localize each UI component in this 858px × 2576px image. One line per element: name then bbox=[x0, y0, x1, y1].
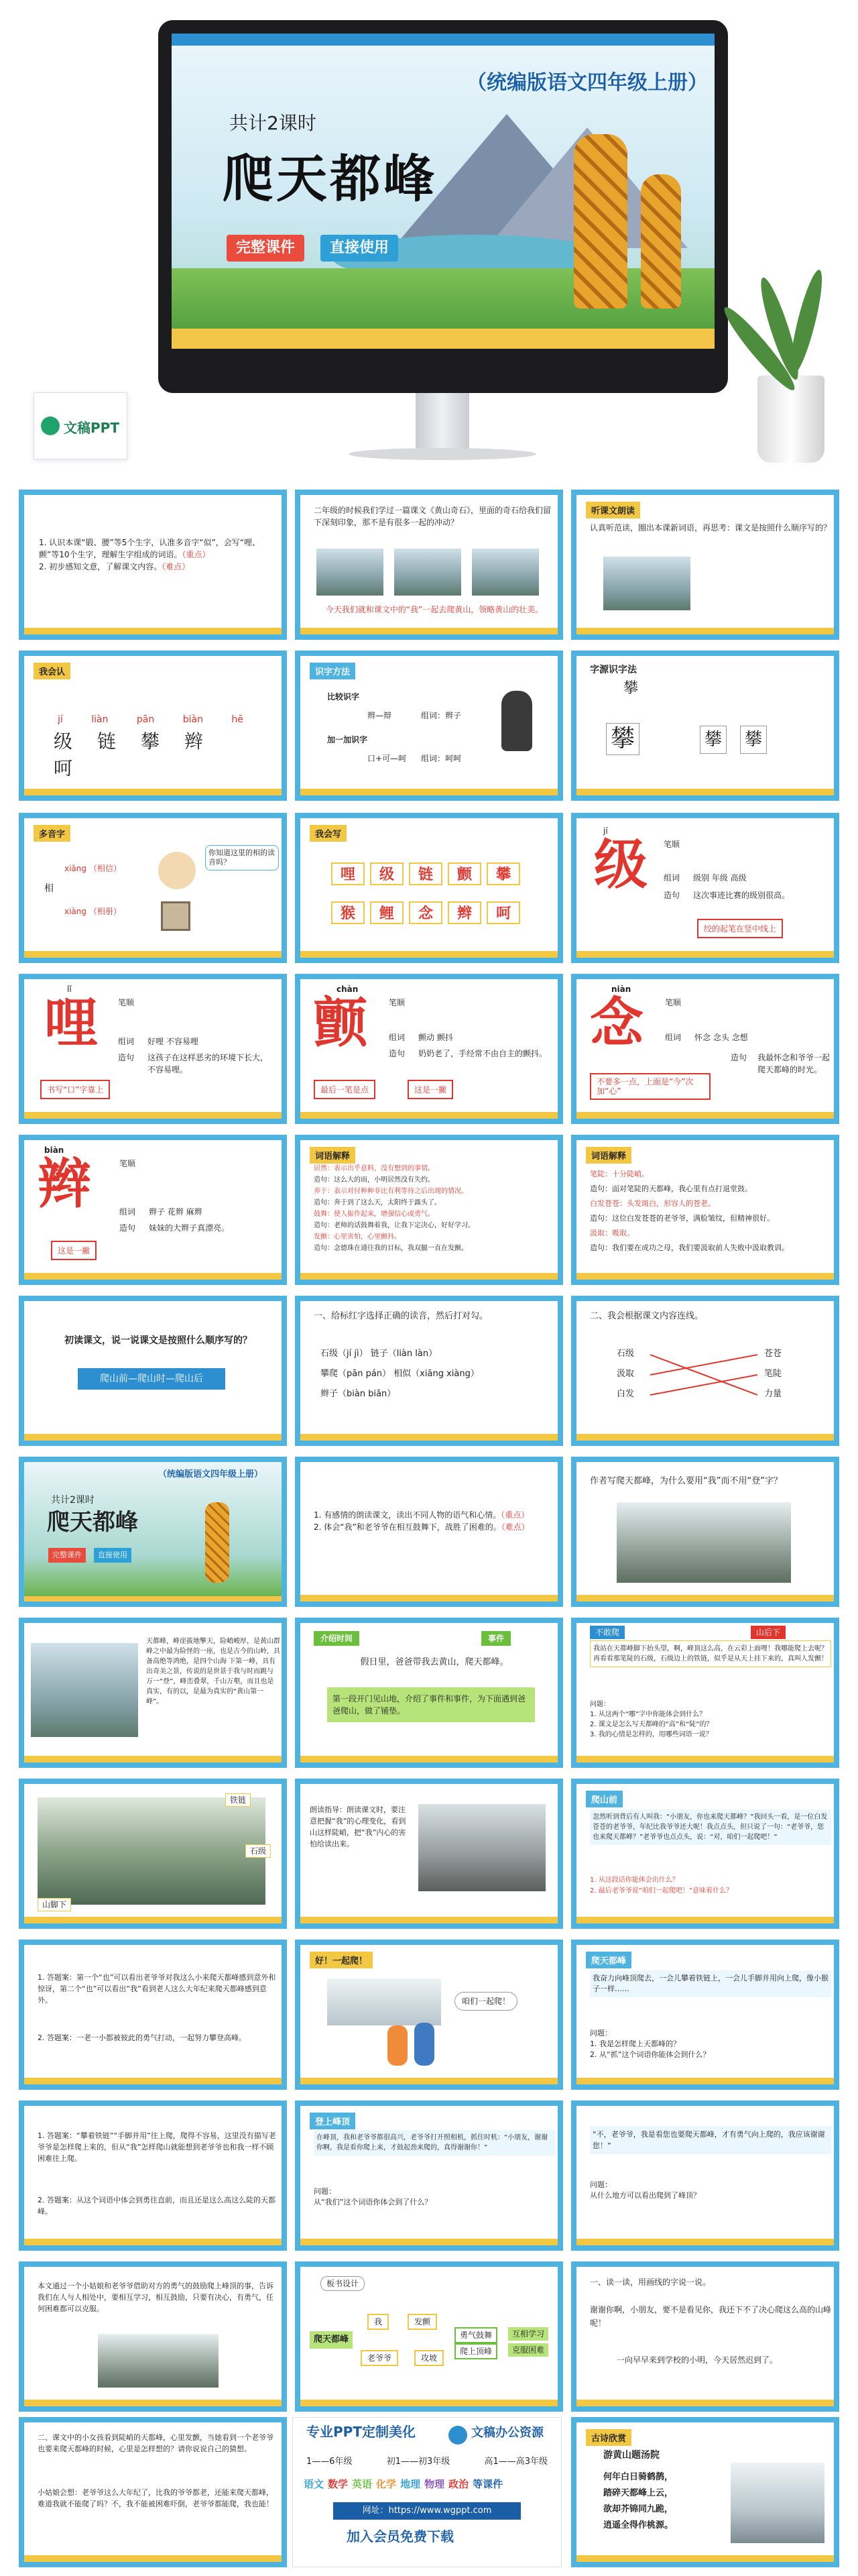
slide-listen bbox=[571, 490, 839, 640]
hero-section bbox=[0, 0, 858, 483]
listen-text: 认真听范读，圈出本课新词语，再思考：课文是按照什么顺序写的？ bbox=[590, 523, 832, 533]
answer: 1. 答题案：“攀着铁链”“手脚并用”往上爬，爬得不容易，这里没有描写老爷爷是怎样爬上来的，但从“我”怎样爬山就能想到老爷爷也和我一样不顾困难往上爬。 bbox=[38, 2131, 276, 2163]
vocab-item: 造句：这位白发苍苍的老爷爷，满脸皱纹，但精神很好。 bbox=[590, 1214, 774, 1223]
board-node: 爬上顶峰 bbox=[454, 2343, 497, 2359]
answer-badge: 爬山前—爬山时—爬山后 bbox=[78, 1368, 225, 1390]
match-left: 白发 bbox=[617, 1389, 635, 1399]
question: 2. 最后老爷爷说“咱们一起爬吧！”意味着什么？ bbox=[590, 1887, 733, 1895]
stroke-label: 笔顺 bbox=[665, 998, 682, 1007]
event-tag: 事件 bbox=[481, 1631, 511, 1646]
slide-before-climb bbox=[571, 1779, 839, 1929]
theme-text: 本文通过一个小姑娘和老爷爷借助对方的勇气的鼓励爬上峰顶的事，告诉我们在人与人相处中，要相互学习，相互鼓励，只要有决心，有勇气，任何困难都可以克服。 bbox=[38, 2282, 273, 2313]
slide-cover-2 bbox=[19, 1457, 287, 1607]
question: 2. 课文是怎么写天都峰的“高”和“陡”的？ bbox=[590, 1721, 713, 1728]
foot-tag: 山后下 bbox=[751, 1626, 786, 1639]
subject[interactable]: 化学 bbox=[376, 2478, 397, 2490]
slide-first-read bbox=[19, 1296, 287, 1446]
vocab-item: 造句：这么大的雨，小明居然没有失约。 bbox=[314, 1176, 434, 1184]
student-illustration bbox=[501, 691, 532, 751]
write-row-1 bbox=[331, 862, 539, 885]
slide-char-li bbox=[19, 974, 287, 1124]
pinyin: jí bbox=[58, 714, 63, 725]
word-label: 组词 bbox=[664, 873, 680, 883]
question-label: 问题： bbox=[590, 1701, 610, 1708]
answer: 2. 答题案：一老一小都被彼此的勇气打动，一起努力攀登高峰。 bbox=[38, 2033, 246, 2042]
stroke-label: 笔顺 bbox=[664, 840, 680, 849]
section-tag: 我会认 bbox=[34, 663, 70, 679]
slide-summit bbox=[295, 2101, 563, 2251]
grade-row bbox=[306, 2454, 548, 2467]
word-list: 级别 年级 高级 bbox=[693, 873, 747, 883]
writing-tip: 书写“口”字靠上 bbox=[40, 1080, 110, 1099]
ad-title: 专业PPT定制美化 bbox=[306, 2424, 416, 2440]
reading-guide: 朗读指导：朗读课文时，要注意把握“我”的心理变化，看到山这样陡峭，把“我”内心的害怕给读出来。 bbox=[310, 1805, 406, 1848]
brand-logo-icon bbox=[41, 416, 60, 435]
write-char: 念 bbox=[409, 901, 442, 924]
pinyin: hē bbox=[231, 714, 243, 725]
question: 作者写爬天都峰，为什么要用“我”而不用“登”字？ bbox=[590, 1476, 782, 1486]
origin-glyph: 攀 bbox=[740, 726, 767, 754]
pinyin: biàn bbox=[182, 714, 203, 725]
direct-use-badge: 直接使用 bbox=[320, 235, 398, 262]
write-char: 鲤 bbox=[370, 901, 404, 924]
focus-char: 哩 bbox=[44, 992, 98, 1054]
stroke-label: 笔顺 bbox=[389, 998, 406, 1007]
write-char: 链 bbox=[409, 862, 442, 885]
char-pinyin: biàn bbox=[44, 1145, 64, 1155]
passage: 我奋力向峰顶爬去，一会儿攀着铁链上，一会儿手脚并用向上爬，像小猴子一样…… bbox=[590, 1970, 831, 1997]
speech-bubble: 你知道这里的相的读音吗？ bbox=[205, 845, 279, 871]
subject[interactable]: 英语 bbox=[352, 2478, 373, 2490]
boy-illustration bbox=[158, 852, 196, 889]
match-left: 汲取 bbox=[617, 1369, 635, 1379]
writing-tip: 这是一撇 bbox=[408, 1080, 453, 1099]
char-pinyin: lǐ bbox=[67, 985, 72, 994]
word-label: 组词 bbox=[389, 1033, 406, 1042]
polyphone-base: 相 bbox=[44, 883, 54, 894]
vocab-char: 链 bbox=[97, 730, 116, 752]
vocab-char: 攀 bbox=[140, 730, 160, 752]
question: 从“我们”这个词语你体会到了什么？ bbox=[314, 2198, 432, 2206]
slide-reading-guide bbox=[295, 1779, 563, 1929]
summary: 第一段开门见山地，介绍了事件和事件，为下面遇到爸爸爬山，做了铺垫。 bbox=[327, 1687, 535, 1722]
char-pinyin: jí bbox=[603, 826, 608, 836]
monitor-frame bbox=[158, 20, 728, 393]
slide-vocab-2 bbox=[571, 1135, 839, 1285]
match-lines bbox=[650, 1345, 757, 1406]
grade-range: 初1——初3年级 bbox=[386, 2457, 450, 2467]
grandpa-illustration bbox=[414, 2023, 434, 2066]
subject[interactable]: 物理 bbox=[424, 2478, 445, 2490]
slide-write bbox=[295, 813, 563, 963]
method-word: 组词：呵呵 bbox=[421, 754, 462, 763]
full-courseware-badge: 完整课件 bbox=[48, 1548, 86, 1563]
key-tag: （重点） bbox=[501, 1510, 530, 1520]
poem-line: 逍遥全得作桃源。 bbox=[603, 2520, 674, 2530]
board-node: 勇气鼓舞 bbox=[454, 2327, 497, 2343]
section-tag: 识字方法 bbox=[310, 663, 355, 679]
mountain-photo bbox=[472, 549, 539, 596]
question-label: 问题： bbox=[590, 2180, 612, 2189]
mountain-photo bbox=[617, 1502, 791, 1583]
vocab-item: 笔陡：十分陡峭。 bbox=[590, 1170, 649, 1178]
word-list: 辫子 花辫 麻辫 bbox=[149, 1207, 202, 1217]
section-tag: 词语解释 bbox=[586, 1147, 631, 1164]
slide-char-bian bbox=[19, 1135, 287, 1285]
section-tag: 爬山前 bbox=[586, 1791, 623, 1807]
exercise-title: 二、我会根据课文内容连线。 bbox=[590, 1311, 704, 1321]
section-tag: 词语解释 bbox=[310, 1147, 355, 1164]
ink-mountain-illustration bbox=[327, 1978, 441, 2025]
slide-answers-1 bbox=[19, 1940, 287, 2090]
section-tag: 登上峰顶 bbox=[310, 2113, 355, 2129]
pinyin: pān bbox=[136, 714, 155, 725]
sentence: 这孩子在这样恶劣的环境下长大，不容易哩。 bbox=[147, 1053, 269, 1074]
write-char: 哩 bbox=[331, 862, 365, 885]
subject[interactable]: 语文 bbox=[304, 2478, 324, 2490]
origin-glyph: 攀 bbox=[700, 726, 727, 754]
exercise-title: 二、课文中的小女孩看到陡峭的天都峰，心里发颤，当她看到一个老爷爷也要来爬天都峰的时候，心里是怎样想的？请你说说自己的猜想。 bbox=[38, 2433, 273, 2453]
sentence: 奶奶老了，手经常不由自主的颤抖。 bbox=[418, 1049, 548, 1058]
answer: 2. 答题案：从这个词语中体会到勇往直前，而且还是这么高这么陡的天都峰。 bbox=[38, 2196, 275, 2216]
vocab-item: 居然：表示出乎意料，没有想到的事情。 bbox=[314, 1165, 434, 1172]
giraffe-illustration bbox=[641, 174, 681, 309]
mountain-photo bbox=[394, 549, 461, 596]
plant-leaf bbox=[785, 268, 828, 376]
slide-exercise-1 bbox=[295, 1296, 563, 1446]
page-title: 爬天都峰 bbox=[223, 149, 437, 209]
focus-char: 颤 bbox=[314, 992, 367, 1054]
writing-tip: 这是一撇 bbox=[51, 1241, 97, 1260]
photo-frame-icon bbox=[161, 901, 190, 931]
label-chain: 铁链 bbox=[225, 1793, 251, 1807]
poem-title: 游黄山题汤院 bbox=[603, 2450, 660, 2461]
download-cta[interactable]: 加入会员免费下载 bbox=[347, 2528, 454, 2544]
vocab-char: 呵 bbox=[54, 757, 73, 779]
difficulty-tag: （难点） bbox=[501, 1522, 530, 1532]
slide-grateful bbox=[571, 2101, 839, 2251]
section-tag: 好！一起爬！ bbox=[310, 1952, 373, 1968]
question: 2. 从“抓”这个词语你能体会到什么？ bbox=[590, 2050, 711, 2059]
vocab-item: 汲取：吸取。 bbox=[590, 1229, 634, 1237]
char-pinyin: niàn bbox=[611, 985, 631, 994]
sentence: 我最怀念和爷爷一起爬天都峰的时光。 bbox=[757, 1053, 831, 1074]
pinyin: liàn bbox=[91, 714, 109, 725]
mountain-photo bbox=[38, 1797, 265, 1905]
passage: 我站在天都峰脚下抬头望，啊，峰顶这么高，在云彩上面哩！我哪能爬上去呢？再看看那笔陡的石级，石级边上的铁链，似乎是从天上挂下来的，真叫人发颤！ bbox=[590, 1640, 831, 1667]
char-pinyin: chàn bbox=[336, 985, 359, 994]
monitor-stand bbox=[416, 393, 469, 449]
exercise-line: 辫子（biàn biān） bbox=[320, 1389, 396, 1399]
slide-char-ji bbox=[571, 813, 839, 963]
slide-answers-2 bbox=[19, 2101, 287, 2251]
cover-title: 爬天都峰 bbox=[47, 1509, 138, 1536]
word-list: 颤动 颤抖 bbox=[418, 1033, 453, 1042]
writing-tip: 绞的起笔在竖中线上 bbox=[697, 919, 783, 938]
vocab-item: 鼓舞：使人振作起来，增强信心或勇气。 bbox=[314, 1211, 434, 1218]
method-word: 组词：辫子 bbox=[421, 711, 462, 720]
board-title: 板书设计 bbox=[320, 2276, 365, 2291]
slide-recognize bbox=[19, 651, 287, 801]
girl-illustration bbox=[387, 2025, 408, 2066]
question: 1. 我是怎样爬上天都峰的？ bbox=[590, 2039, 680, 2048]
direct-use-badge: 直接使用 bbox=[94, 1548, 131, 1563]
intro-text: 天都峰，峰崖拔地擎天，险峭峻厚，是黄山群峰之中最为险怪的一座，也是古今的山岭，具备高绝等鸿绝，是四个山海 下第一峰，具有出奇美之景，传说的是世景于我与时而跳与 万一“登”，峰峦叠翠，千山万壑，而且也是真实，有的以，是最为真实的“黄山第一峰”。 bbox=[146, 1638, 280, 1705]
slide-practice-2 bbox=[19, 2417, 287, 2567]
grade-range: 1——6年级 bbox=[306, 2457, 353, 2467]
board-node: 发颤 bbox=[408, 2314, 437, 2330]
word-label: 组词 bbox=[118, 1037, 135, 1046]
question-label: 问题： bbox=[590, 2029, 612, 2037]
label-foot: 山脚下 bbox=[38, 1898, 71, 1911]
monitor-base bbox=[349, 448, 536, 460]
sentence-label: 造句 bbox=[118, 1053, 135, 1062]
word-label: 组词 bbox=[119, 1207, 136, 1217]
mountain-photo bbox=[731, 2463, 824, 2543]
sentence: 这次事迹比赛的级别很高。 bbox=[693, 891, 790, 900]
origin-char: 攀 bbox=[623, 680, 639, 697]
passage: “不，老爷爷，我是看您也要爬天都峰，才有勇气向上爬的，我应该谢谢您！” bbox=[590, 2126, 831, 2154]
focus-char: 辫 bbox=[38, 1153, 91, 1215]
passage: 忽然听到背后有人叫我：“小朋友，你也来爬天都峰？”我回头一看，是一位白发苍苍的老爷爷，年纪比我爷爷还大呢！我点点头，但只说了一句：“老爷爷，您也来爬天都峰？”老爷爷也点点头，说：“对，咱们一起爬吧！” bbox=[590, 1809, 831, 1845]
match-right: 力量 bbox=[764, 1389, 782, 1399]
mountain-photo bbox=[316, 549, 383, 596]
method-example: 辫—辩 bbox=[367, 711, 392, 720]
intro-caption: 今天我们就和课文中的“我”一起去爬黄山，领略黄山的壮美。 bbox=[325, 605, 544, 614]
mountain-photo bbox=[603, 557, 690, 610]
write-char: 辫 bbox=[448, 901, 481, 924]
section-tag: 爬天都峰 bbox=[586, 1952, 631, 1968]
vocab-item: 发颤：心里害怕，心里颤抖。 bbox=[314, 1233, 401, 1241]
board-node: 我 bbox=[367, 2314, 389, 2330]
objective-2: 2. 初步感知文意，了解课文内容。 bbox=[39, 562, 162, 571]
board-node: 爬天都峰 bbox=[310, 2331, 353, 2349]
speech-bubble: 咱们一起爬！ bbox=[454, 1992, 517, 2011]
slide-char-chan bbox=[295, 974, 563, 1124]
method-example: 口+可—呵 bbox=[367, 754, 407, 763]
sentence-label: 造句 bbox=[389, 1049, 406, 1058]
question: 3. 我的心情是怎样的，用哪些词语一说？ bbox=[590, 1731, 713, 1738]
full-courseware-badge: 完整课件 bbox=[227, 235, 304, 262]
slide-question-climb bbox=[571, 1457, 839, 1607]
slide-vocab-1 bbox=[295, 1135, 563, 1285]
vocab-char: 级 bbox=[54, 730, 73, 752]
exercise-title: 一、给标红字选择正确的读音，然后打对勾。 bbox=[314, 1311, 489, 1321]
slide-mountain-labels bbox=[19, 1779, 287, 1929]
slide-objectives bbox=[19, 490, 287, 640]
word-list: 怀念 念头 念想 bbox=[694, 1033, 748, 1042]
origin-glyph: 攀 bbox=[606, 723, 639, 755]
slide-poem bbox=[571, 2417, 839, 2567]
section-tag: 我会写 bbox=[310, 825, 347, 842]
vocab-item: 奔于：表示对付种种非比有利等待之后出现的情况。 bbox=[314, 1188, 468, 1195]
vocab-item: 造句：面对笔陡的天都峰，我心里有点打退堂鼓。 bbox=[590, 1184, 752, 1193]
writing-tip: 最后一笔是点 bbox=[314, 1080, 375, 1099]
lesson-count: 共计2课时 bbox=[229, 112, 316, 134]
giraffe-illustration bbox=[205, 1502, 229, 1583]
write-char: 颤 bbox=[448, 862, 481, 885]
lesson-count: 共计2课时 bbox=[51, 1495, 95, 1506]
mountain-photo bbox=[31, 1643, 138, 1737]
writing-tip: 不要多一点，上面是“今”次加“心” bbox=[590, 1073, 711, 1100]
write-char: 攀 bbox=[487, 862, 520, 885]
vocab-item: 造句：老师的话鼓舞着我，让我下定决心，好好学习。 bbox=[314, 1222, 475, 1229]
exercise-line: 攀爬（pān pán） 相似（xiāng xiàng） bbox=[320, 1369, 479, 1379]
section-tag: 古诗欣赏 bbox=[586, 2429, 631, 2446]
subject-row bbox=[304, 2477, 552, 2491]
slide-lets-climb bbox=[295, 1940, 563, 2090]
question: 1. 从这段话你能体会出什么？ bbox=[590, 1877, 679, 1884]
brand-logo-text: 文稿PPT bbox=[64, 420, 119, 436]
intro-text: 二年级的时候我们学过一篇课文《黄山奇石》，里面的奇石给我们留下深刻印象，那不是有很多一起的冲动？ bbox=[314, 506, 552, 527]
slide-char-nian bbox=[571, 974, 839, 1124]
slide-origin bbox=[571, 651, 839, 801]
exercise-line: 谢谢你啊，小朋友，要不是看见你，我还下不了决心爬这么高的山峰呢！ bbox=[590, 2305, 832, 2328]
answer: 1. 答题案：第一个“也”可以看出老爷爷对我这么小来爬天都峰感到意外和惊讶，第二个“也”可以看出“我”看到老人这么大年纪来爬天都峰感到意外。 bbox=[38, 1973, 276, 2005]
objective-2: 2. 体会“我”和老爷爷在相互鼓舞下，战胜了困难的。 bbox=[314, 1522, 501, 1532]
board-node: 攻坡 bbox=[414, 2350, 444, 2366]
slide-board-design bbox=[295, 2261, 563, 2412]
focus-char: 级 bbox=[594, 834, 648, 896]
board-node: 克服困难 bbox=[508, 2343, 548, 2357]
question: 初读课文，说一说课文是按照什么顺序写的？ bbox=[64, 1335, 252, 1346]
objective-1: 1. 认识本课“锻、腰”等5个生字，认准多音字“似”，会写“哩、颤”等10个生字，理解生字组成的词语。 bbox=[39, 538, 260, 559]
subject[interactable]: 政治 bbox=[448, 2478, 469, 2490]
question: 从什么地方可以看出爬到了峰顶？ bbox=[590, 2191, 700, 2200]
focus-char: 念 bbox=[590, 992, 644, 1054]
match-right: 苍苍 bbox=[764, 1349, 782, 1359]
cover-slide bbox=[172, 34, 715, 349]
label-steps: 石级 bbox=[245, 1844, 271, 1858]
giraffe-illustration bbox=[574, 134, 627, 309]
stroke-label: 笔顺 bbox=[119, 1159, 136, 1168]
polyphone-reading: xiàng （相册） bbox=[64, 907, 121, 916]
vocab-item: 造句：念德珠在通往我的目标，我双腿一直在发颤。 bbox=[314, 1245, 468, 1252]
match-right: 笔陡 bbox=[764, 1369, 782, 1379]
slide-exercise-2 bbox=[571, 1296, 839, 1446]
section-tag: 多音字 bbox=[34, 825, 70, 842]
poem-line: 踏碎天都峰上云， bbox=[603, 2488, 674, 2498]
slide-not-dare bbox=[571, 1618, 839, 1768]
difficulty-tag: （难点） bbox=[162, 562, 190, 571]
passage: 在峰顶，我和老爷爷都很高兴，老爷爷打开照相机，抓住时机：“小朋友，谢谢你啊，我是看你爬上来，才鼓起劲来爬的，真得谢谢你！” bbox=[314, 2130, 555, 2155]
site-url-link[interactable]: 网址：https://www.wgppt.com bbox=[333, 2502, 521, 2520]
edition-label: （统编版语文四年级上册） bbox=[467, 71, 708, 95]
ad-brand: 文稿办公资源 bbox=[471, 2426, 544, 2440]
brand-logo-icon bbox=[448, 2426, 467, 2445]
slide-polyphone bbox=[19, 813, 287, 963]
polyphone-reading: xiāng （相信） bbox=[64, 864, 121, 873]
subject[interactable]: 地理 bbox=[400, 2478, 421, 2490]
subject[interactable]: 等课件 bbox=[473, 2478, 503, 2490]
slide-climbing bbox=[571, 1940, 839, 2090]
vocab-item: 白发苍苍：头发斑白，形容人的苍老。 bbox=[590, 1199, 715, 1208]
slide-theme bbox=[19, 2261, 287, 2412]
method-title: 比较识字 bbox=[327, 692, 360, 702]
answer: 小姑娘会想：老爷爷这么大年纪了，比我的爷爷都老，还能来爬天都峰，难道我就不能爬了吗？不，我不能被困难吓倒，老爷爷都能爬，我也能！ bbox=[38, 2488, 273, 2508]
not-dare-tag: 不敢爬 bbox=[590, 1626, 625, 1639]
write-char: 呵 bbox=[487, 901, 520, 924]
sentence-label: 造句 bbox=[731, 1053, 747, 1062]
section-tag: 听课文朗读 bbox=[586, 502, 640, 518]
slide-methods bbox=[295, 651, 563, 801]
mountain-photo bbox=[98, 2334, 219, 2388]
exercise-title: 一、读一读，用画线的字说一说。 bbox=[590, 2278, 711, 2287]
board-node: 互相学习 bbox=[508, 2327, 548, 2341]
subject[interactable]: 数学 bbox=[328, 2478, 349, 2490]
word-label: 组词 bbox=[665, 1033, 682, 1042]
sentence: 妹妹的大辫子真漂亮。 bbox=[149, 1223, 230, 1233]
slide-title: 字源识字法 bbox=[590, 665, 637, 675]
slide-practice-1 bbox=[571, 2261, 839, 2412]
slide-first-paragraph bbox=[295, 1618, 563, 1768]
sentence-label: 造句 bbox=[664, 891, 680, 900]
quote-line: 假日里，爸爸带我去黄山，爬天都峰。 bbox=[360, 1657, 509, 1667]
slide-objectives-2 bbox=[295, 1457, 563, 1607]
poem-line: 何年白日骑鹤鹊， bbox=[603, 2472, 674, 2482]
vocab-item: 造句：我们要在成功之母，我们要汲取前人失败中汲取教训。 bbox=[590, 1243, 789, 1252]
exercise-line: 一向早早来到学校的小明，今天居然迟到了。 bbox=[617, 2355, 778, 2365]
edition-label: （统编版语文四年级上册） bbox=[158, 1469, 263, 1479]
question-label: 问题： bbox=[314, 2187, 336, 2196]
write-char: 级 bbox=[370, 862, 404, 885]
board-node: 老爷爷 bbox=[361, 2350, 398, 2366]
ad-banner[interactable] bbox=[292, 2417, 562, 2567]
method-title: 加一加识字 bbox=[327, 735, 368, 744]
write-row-2 bbox=[331, 901, 539, 924]
slide-tiandu-intro bbox=[19, 1618, 287, 1768]
match-left: 石级 bbox=[617, 1349, 635, 1359]
poem-line: 欲却芥锦同九跪， bbox=[603, 2504, 674, 2514]
objective-1: 1. 有感情的朗读课文，读出不同人物的语气和心情。 bbox=[314, 1510, 501, 1520]
vocab-item: 造句：奔于到了这么天，太阳终于露头了。 bbox=[314, 1199, 441, 1207]
write-char: 猴 bbox=[331, 901, 365, 924]
slide-intro bbox=[295, 490, 563, 640]
word-list: 好哩 不容易哩 bbox=[147, 1037, 198, 1046]
stroke-label: 笔顺 bbox=[118, 998, 135, 1007]
mountain-photo bbox=[418, 1804, 546, 1891]
time-tag: 介绍时间 bbox=[314, 1631, 359, 1646]
sentence-label: 造句 bbox=[119, 1223, 136, 1233]
vocab-char: 辫 bbox=[184, 730, 203, 752]
question: 1. 从这两个“哪”字中你能体会到什么？ bbox=[590, 1711, 707, 1718]
exercise-line: 石级（jí jì） 链子（liàn làn） bbox=[320, 1349, 438, 1359]
key-tag: （重点） bbox=[182, 550, 210, 559]
brand-logo-card bbox=[34, 392, 127, 459]
grade-range: 高1——高3年级 bbox=[484, 2457, 548, 2467]
